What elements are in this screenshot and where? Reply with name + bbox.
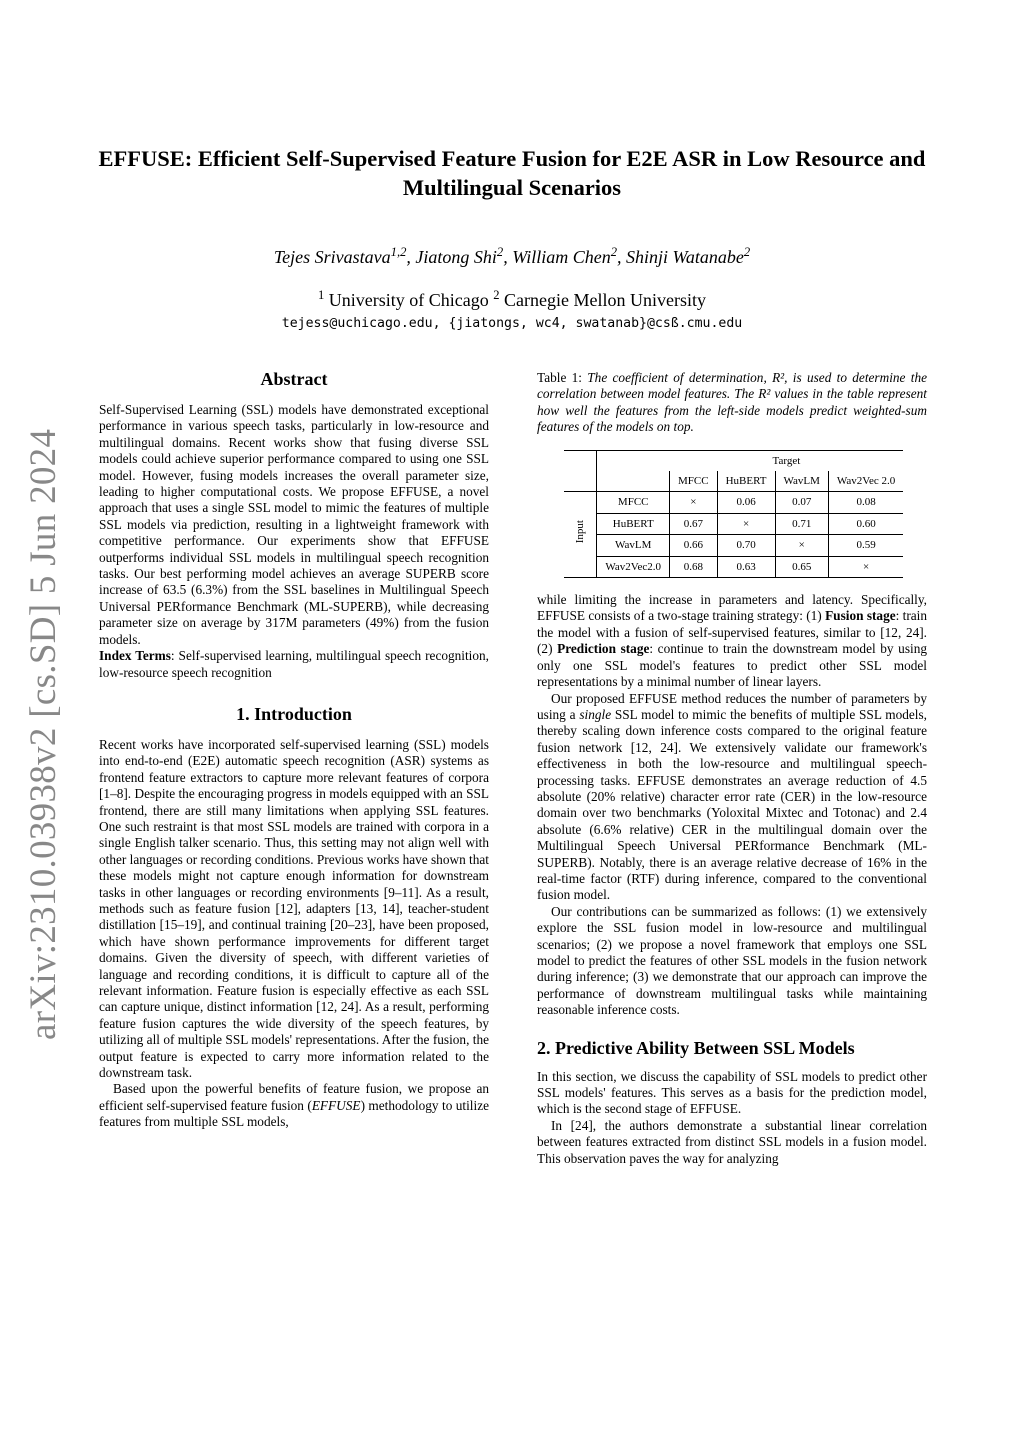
fusion-stage-term: Fusion stage [825,608,896,624]
index-terms [99,648,489,681]
right-paragraph-2 [537,691,927,904]
author-emails: tejess@uchicago.edu, {jiatongs, wc4, swatanab}@csß.cmu.edu [281,316,743,331]
table-row [564,535,903,556]
table-col-header: WavLM [775,471,828,492]
table-cell: 0.07 [775,492,828,513]
section-2-heading: 2. Predictive Ability Between SSL Models [537,1037,855,1058]
table-cell: × [717,513,775,534]
index-terms-label: Index Terms [99,648,171,664]
table-cell: 0.60 [828,513,903,534]
table-row-header: WavLM [597,535,670,556]
intro-p2-text: Based upon the powerful benefits of feature fusion, we propose an efficient self-supervised feature fusion ( [99,1081,489,1113]
table-cell: × [828,556,903,577]
table-col-header: MFCC [670,471,718,492]
table-target-label: Target [670,450,904,471]
table-caption-text: The coefficient of determination, R², is used to determine the correlation between model features. The R² values in the table represent how well the features from the left-side models predict weighted-sum features of the models on top. [537,370,927,435]
table-row-header: Wav2Vec2.0 [597,556,670,577]
right-paragraph-1 [537,592,927,690]
author-affiliation-mark: 2 [496,245,504,259]
text-run: Our proposed EFFUSE method reduces the number of parameters by using a [537,690,927,722]
text-run: : train the model with a fusion of self-supervised features, similar to [12, 24]. (2) [537,608,928,657]
table-cell: 0.70 [717,535,775,556]
affiliation-number: 2 [493,288,500,302]
affiliations [90,288,934,311]
affiliation-name: University of Chicago [328,290,489,310]
table-row [564,556,903,577]
intro-paragraph-1: Recent works have incorporated self-supervised learning (SSL) models into end-to-end (E2E) automatic speech recognition (ASR) systems as frontend feature extractors to capture more relevant features of corpora [1–8]. Despite the encouraging progress in models equipped with an SSL frontend, there are still many limitations when applying SSL features. One such restraint is that most SSL models are trained with corpora in a single English talker scenario. Thus, this setting may not align well with other languages or recording conditions. Previous works have shown that these models might not capture enough information for downstream tasks in other languages or recording environments [9–11]. As a result, methods such as feature fusion [12], adapters [13, 14], teacher-student distillation [15–19], and continual training [20–23], have been proposed, which have shown performance improvements for different target domains. Given the diversity of speech, with different varieties of language and recording conditions, it is difficult to capture all of the relevant information. Feature fusion is especially effective as each SSL can capture unique, distinct information [12, 24]. As a result, performing feature fusion captures the wide diversity of the speech features, by utilizing all of multiple SSL models' representations. After the fusion, the output feature is expected to carry more information related to the downstream task. [99,736,489,1081]
table-cell: 0.08 [828,492,903,513]
text-run: SSL model to mimic the benefits of multiple SSL models, thereby scaling down inference costs compared to the original feature fusion network [12, 24]. We extensively validate our framework's effectiveness in both the low-resource and multilingual speech-processing tasks. EFFUSE demonstrates an average reduction of 4.5 absolute (20% relative) character error rate (CER) in the low-resource domain over two benchmarks (Yoloxital Mixtec and Totonac) and 2.4 absolute (6.6% relative) CER in the multilingual domain over the Multilingual Speech Universal PERformance Benchmark (ML-SUPERB). Notably, there is an average relative decrease of 16% in the real-time factor (RTF) during inference, compared to the conventional fusion model. [537,706,927,903]
author-name: Jiatong Shi [415,247,497,267]
table-cell: 0.65 [775,556,828,577]
table-cell: 0.68 [670,556,718,577]
right-paragraph-3: Our contributions can be summarized as follows: (1) we extensively explore the SSL fusion model in low-resource and multilingual scenarios; (2) we propose a novel framework that employs one SSL model to predict the features of other SSL models in the fusion network during inference; (3) we demonstrate that our approach can improve the performance of downstream multilingual tasks while maintaining reasonable inference costs. [537,903,927,1018]
table-cell: 0.59 [828,535,903,556]
table-caption [537,370,927,436]
table-cell: 0.63 [717,556,775,577]
table-row-header: MFCC [597,492,670,513]
single-emphasis: single [579,706,612,722]
table-row [564,513,903,534]
introduction-heading: 1. Introduction [236,703,352,724]
r2-table [564,450,903,578]
author-name: Shinji Watanabe [626,247,744,267]
intro-paragraph-2 [99,1081,489,1130]
table-cell: 0.06 [717,492,775,513]
affiliation-number: 1 [317,288,325,302]
author-affiliation-mark: 2 [610,245,618,259]
abstract-body: Self-Supervised Learning (SSL) models have demonstrated exceptional performance in various speech tasks, particularly in low-resource and multilingual domains. Recent works show that fusing diverse SSL models could achieve superior performance compared to using one SSL model. However, fusing models increases the overall parameter size, leading to higher computational costs. We propose EFFUSE, a novel approach that uses a single SSL model to mimic the features of multiple SSL models via prediction, resulting in a lightweight framework with competitive performance. Our experiments show that EFFUSE outperforms individual SSL models in multilingual speech recognition tasks. Our best performing model achieves an average SUPERB score increase of 63.5 (6.3%) from the SSL baselines in Multilingual Speech Universal PERformance Benchmark (ML-SUPERB), while decreasing parameter size on average by 317M parameters (49%) from the fusion models. [99,402,489,647]
table-label: Table 1: [537,370,588,385]
author-affiliation-mark: 1,2 [390,245,407,259]
right-column [537,370,927,1167]
intro-p2-text-end: ) methodology to utilize features from multiple SSL models, [99,1097,489,1130]
author-name: William Chen [512,247,611,267]
table-cell: 0.67 [670,513,718,534]
intro-p2-emphasis: EFFUSE [311,1097,361,1113]
table-row-header: HuBERT [597,513,670,534]
table-cell: 0.66 [670,535,718,556]
index-terms-text: : Self-supervised learning, multilingual speech recognition, low-resource speech recognition [99,648,489,680]
section-2-paragraph-1: In this section, we discuss the capability of SSL models to predict other SSL models' features. This serves as a basis for the prediction model, which is the second stage of EFFUSE. [537,1068,927,1117]
left-column [99,368,489,1131]
abstract-heading: Abstract [260,369,328,389]
table-col-header: Wav2Vec 2.0 [828,471,903,492]
table-cell: × [670,492,718,513]
affiliation-name: Carnegie Mellon University [504,290,707,310]
text-run: : continue to train the downstream model by using only one SSL model's features to predict other SSL model representations by a minimal number of linear layers. [537,641,927,690]
paper-title: EFFUSE: Efficient Self-Supervised Feature Fusion for E2E ASR in Low Resource and Multilingual Scenarios [98,146,926,200]
table-row [564,492,903,513]
section-2-paragraph-2: In [24], the authors demonstrate a substantial linear correlation between features extracted from distinct SSL models in a fusion model. This observation paves the way for analyzing [537,1117,927,1166]
author-affiliation-mark: 2 [743,245,751,259]
table-cell: 0.71 [775,513,828,534]
table-input-label: Input [574,520,586,544]
arxiv-identifier: arXiv:2310.03938v2 [cs.SD] 5 Jun 2024 [23,428,64,1040]
prediction-stage-term: Prediction stage [557,641,650,657]
author-name: Tejes Srivastava [273,247,391,267]
table-col-header: HuBERT [717,471,775,492]
table-cell: × [775,535,828,556]
text-run: while limiting the increase in parameters and latency. Specifically, EFFUSE consists of a two-stage training strategy: (1) [537,592,927,624]
author-list: Tejes Srivastava$^{1,2}$, Jiatong Shi$^2$, William Chen$^2$, Shinji Watanabe$^2$ [273,245,751,267]
